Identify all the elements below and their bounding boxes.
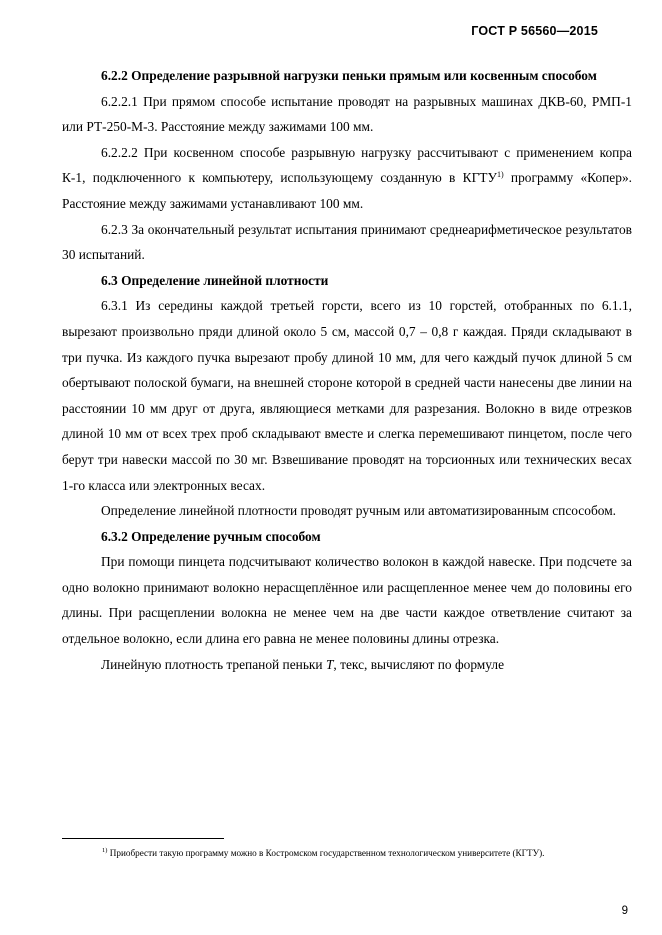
paragraph-6-2-2-1: 6.2.2.1 При прямом способе испытание проводят на разрывных машинах ДКВ-60, РМП-1 или РТ-250-М-3. Расстояние между зажимами 100 мм. [62, 93, 632, 135]
paragraph-6-3-1-method: Определение линейной плотности проводят ручным или автоматизированным спсособом. [101, 503, 617, 519]
footnote [62, 846, 632, 860]
formula-intro-part1: Линейную плотность трепаной пеньки [101, 656, 326, 672]
paragraph-6-3-2-counting: При помощи пинцета подсчитывают количество волокон в каждой навеске. При подсчете за одно волокно принимают волокно нерасщеплённое или расщепленное менее чем до половины его длины. При расщеплении волокна не менее чем на две части каждое ответвление считают за отдельное волокно, если длина его равна не менее половины длины отрезка. [62, 554, 632, 647]
heading-6-2-2: 6.2.2 Определение разрывной нагрузки пеньки прямым или косвенным способом [101, 68, 597, 83]
paragraph-6-3-2-formula-intro [62, 652, 632, 678]
paragraph-6-2-2-2-part1: 6.2.2.2 При косвенном способе разрывную нагрузку рассчитывают с применением копра К-1, подключенного к компьютеру, использующему созданную в КГТУ [62, 144, 632, 186]
footnote-reference: 1) [496, 170, 504, 180]
paragraph-6-2-2-2-part2: программу «Копер». Расстояние между зажимами устанавливают 100 мм. [62, 170, 632, 211]
footnote-separator [62, 838, 224, 839]
footnote-text: Приобрести такую программу можно в Костромском государственном технологическом университете (КГТУ). [107, 848, 545, 858]
footnote-marker: 1) [102, 847, 108, 854]
document-code-header: ГОСТ Р 56560—2015 [471, 24, 598, 38]
page-number: 9 [621, 905, 628, 917]
variable-T: Т [325, 656, 334, 672]
paragraph-6-3-1: 6.3.1 Из середины каждой третьей горсти, всего из 10 горстей, отобранных по 6.1.1, вырезают произвольно пряди длиной около 5 см, массой 0,7 – 0,8 г каждая. Пряди складывают в три пучка. Из каждого пучка вырезают пробу длиной 10 мм, для чего каждый пучок длиной 5 см обертывают полоской бумаги, на внешней стороне которой в средней части нанесены две линии на расстоянии 10 мм друг от друга, являющиеся метками для разрезания. Волокно в виде отрезков длиной 10 мм от всех трех проб складывают вместе и слегка перемешивают пинцетом, после чего берут три навески массой по 30 мг. Взвешивание проводят на торсионных или технических весах 1-го класса или электронных весах. [62, 298, 632, 493]
heading-6-3-2: 6.3.2 Определение ручным способом [101, 528, 321, 544]
paragraph-6-2-2-2 [62, 140, 632, 217]
formula-intro-part2: , текс, вычисляют по формуле [333, 656, 505, 672]
paragraph-6-2-3: 6.2.3 За окончательный результат испытания принимают среднеарифметическое результатов 30 испытаний. [62, 221, 632, 263]
heading-6-3: 6.3 Определение линейной плотности [101, 272, 329, 288]
document-body [62, 63, 632, 677]
